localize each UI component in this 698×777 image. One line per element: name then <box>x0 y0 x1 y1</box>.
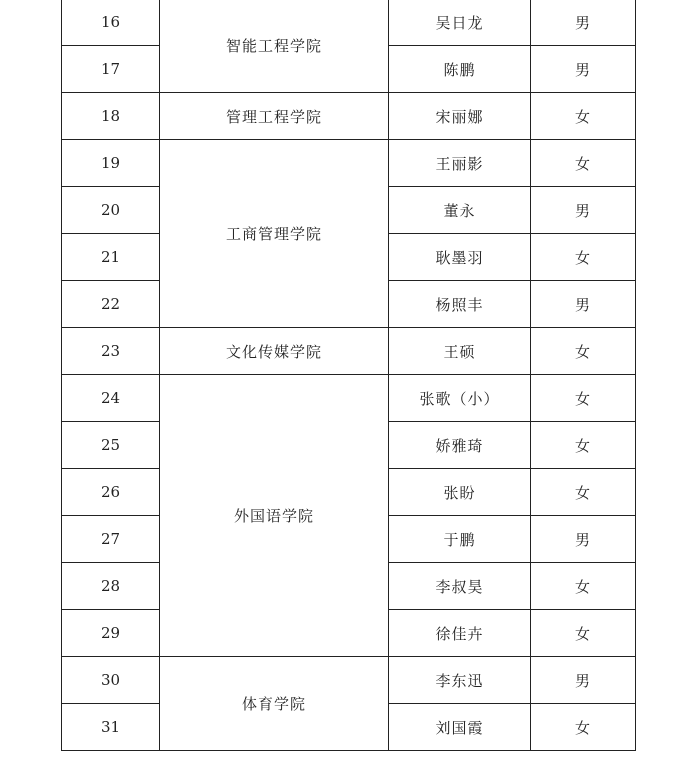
student-name: 杨照丰 <box>389 281 531 328</box>
student-name: 娇雅琦 <box>389 422 531 469</box>
row-number: 29 <box>62 610 160 657</box>
student-name: 于鹏 <box>389 516 531 563</box>
college-cell: 管理工程学院 <box>160 93 389 140</box>
row-number: 25 <box>62 422 160 469</box>
student-name: 李东迅 <box>389 657 531 704</box>
row-number: 20 <box>62 187 160 234</box>
gender-cell: 男 <box>531 281 636 328</box>
row-number: 27 <box>62 516 160 563</box>
student-name: 张盼 <box>389 469 531 516</box>
student-name: 张歌（小） <box>389 375 531 422</box>
student-name: 李叔昊 <box>389 563 531 610</box>
gender-cell: 女 <box>531 469 636 516</box>
gender-cell: 女 <box>531 234 636 281</box>
student-name: 王丽影 <box>389 140 531 187</box>
row-number: 19 <box>62 140 160 187</box>
table-row <box>62 657 636 704</box>
student-name: 徐佳卉 <box>389 610 531 657</box>
student-name: 吴日龙 <box>389 0 531 46</box>
row-number: 21 <box>62 234 160 281</box>
gender-cell: 男 <box>531 46 636 93</box>
student-name: 刘国霞 <box>389 704 531 751</box>
gender-cell: 男 <box>531 0 636 46</box>
row-number: 30 <box>62 657 160 704</box>
table-row <box>62 328 636 375</box>
roster-body <box>62 0 636 751</box>
gender-cell: 女 <box>531 610 636 657</box>
gender-cell: 女 <box>531 375 636 422</box>
gender-cell: 女 <box>531 704 636 751</box>
student-name: 陈鹏 <box>389 46 531 93</box>
row-number: 24 <box>62 375 160 422</box>
gender-cell: 男 <box>531 657 636 704</box>
row-number: 18 <box>62 93 160 140</box>
college-cell: 智能工程学院 <box>160 0 389 93</box>
gender-cell: 女 <box>531 328 636 375</box>
gender-cell: 女 <box>531 563 636 610</box>
student-name: 王硕 <box>389 328 531 375</box>
gender-cell: 男 <box>531 516 636 563</box>
gender-cell: 女 <box>531 140 636 187</box>
college-cell: 体育学院 <box>160 657 389 751</box>
gender-cell: 女 <box>531 422 636 469</box>
row-number: 28 <box>62 563 160 610</box>
roster-table <box>61 0 636 751</box>
row-number: 16 <box>62 0 160 46</box>
table-row <box>62 93 636 140</box>
gender-cell: 女 <box>531 93 636 140</box>
table-row <box>62 375 636 422</box>
row-number: 17 <box>62 46 160 93</box>
student-name: 董永 <box>389 187 531 234</box>
gender-cell: 男 <box>531 187 636 234</box>
table-row <box>62 140 636 187</box>
student-name: 宋丽娜 <box>389 93 531 140</box>
college-cell: 外国语学院 <box>160 375 389 657</box>
table-row <box>62 0 636 46</box>
college-cell: 文化传媒学院 <box>160 328 389 375</box>
student-name: 耿墨羽 <box>389 234 531 281</box>
row-number: 22 <box>62 281 160 328</box>
row-number: 23 <box>62 328 160 375</box>
row-number: 31 <box>62 704 160 751</box>
row-number: 26 <box>62 469 160 516</box>
college-cell: 工商管理学院 <box>160 140 389 328</box>
